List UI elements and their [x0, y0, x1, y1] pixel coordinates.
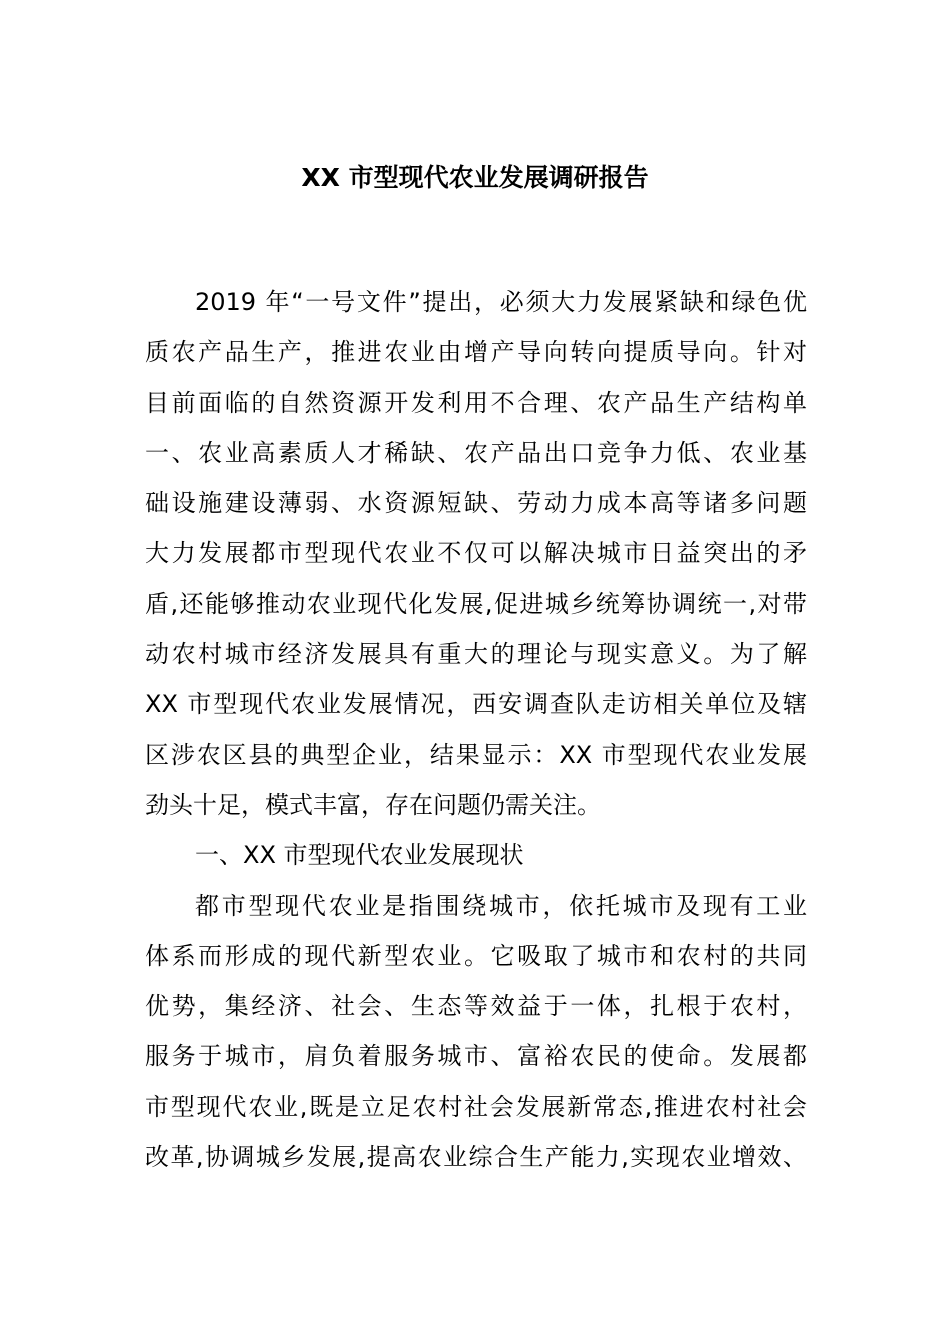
text-line: 改革,协调城乡发展,提高农业综合生产能力,实现农业增效、	[145, 1143, 807, 1172]
text-line: 区涉农区县的典型企业，结果显示：XX 市型现代农业发展	[145, 740, 807, 769]
text-line: 目前面临的自然资源开发利用不合理、农产品生产结构单	[145, 388, 807, 417]
text-line: 市型现代农业,既是立足农村社会发展新常态,推进农村社会	[145, 1092, 807, 1121]
text-line: 2019 年“一号文件”提出，必须大力发展紧缺和绿色优	[195, 288, 807, 316]
text-line: 础设施建设薄弱、水资源短缺、劳动力成本高等诸多问题	[145, 489, 807, 518]
text-line: 质农产品生产，推进农业由增产导向转向提质导向。针对	[145, 338, 807, 367]
text-line: 动农村城市经济发展具有重大的理论与现实意义。为了解	[145, 640, 807, 669]
section-heading-text: 一、XX 市型现代农业发展现状	[195, 841, 524, 870]
paragraph-section-1	[145, 881, 807, 1183]
paragraph-intro	[145, 277, 807, 830]
text-line: 盾,还能够推动农业现代化发展,促进城乡统筹协调统一,对带	[145, 589, 807, 618]
text-line: 一、农业高素质人才稀缺、农产品出口竞争力低、农业基	[145, 438, 807, 467]
text-line: 大力发展都市型现代农业不仅可以解决城市日益突出的矛	[145, 539, 807, 568]
document-body	[145, 277, 807, 1182]
text-line: 服务于城市，肩负着服务城市、富裕农民的使命。发展都	[145, 1042, 807, 1071]
text-line: 劲头十足，模式丰富，存在问题仍需关注。	[145, 790, 601, 819]
section-heading	[145, 830, 807, 880]
document-title: XX 市型现代农业发展调研报告	[301, 163, 649, 192]
text-line: 优势，集经济、社会、生态等效益于一体，扎根于农村，	[145, 992, 807, 1021]
text-line: 体系而形成的现代新型农业。它吸取了城市和农村的共同	[145, 941, 807, 970]
text-line: XX 市型现代农业发展情况，西安调查队走访相关单位及辖	[145, 690, 807, 719]
text-line: 都市型现代农业是指围绕城市，依托城市及现有工业	[195, 891, 807, 920]
